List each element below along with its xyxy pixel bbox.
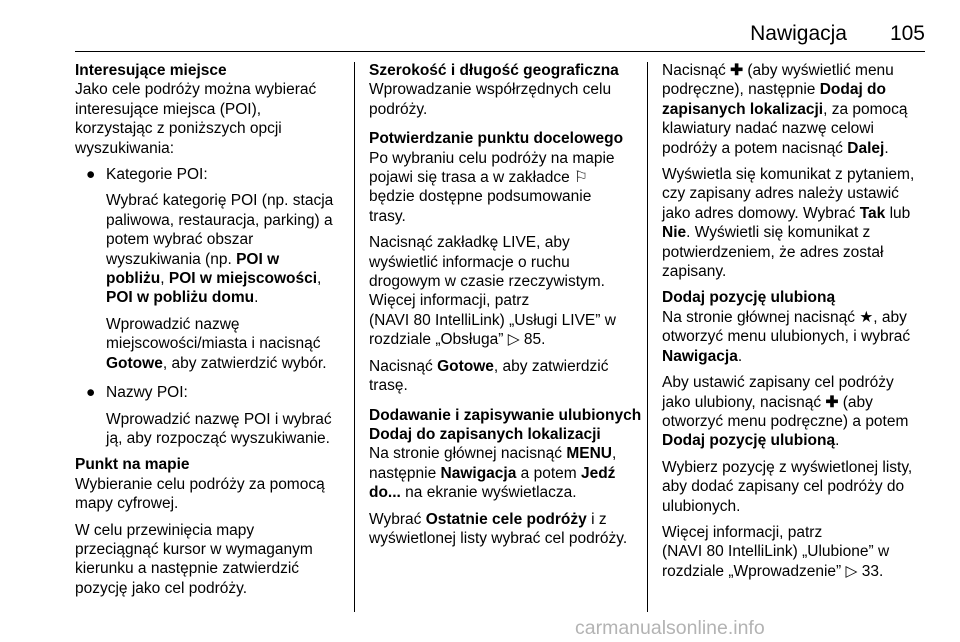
text-line: mapy cyfrowej. <box>75 495 179 513</box>
column-divider <box>354 62 355 612</box>
text-line: jako adres domowy. Wybrać Tak lub <box>662 204 911 222</box>
text-line: kierunku a następnie zatwierdzić <box>75 560 300 578</box>
text-line: czy zapisany adres należy ustawić <box>662 185 899 203</box>
text-line: Wprowadzić nazwę <box>106 315 240 333</box>
text-line: ulubionych. <box>662 497 741 515</box>
header-rule <box>75 51 925 52</box>
text-line: Na stronie głównej nacisnąć MENU, <box>369 445 617 463</box>
page-ref-arrow-icon: ▷ <box>507 331 520 349</box>
text-line: (NAVI 80 IntelliLink) „Usługi LIVE” w <box>369 311 616 329</box>
section-heading: Szerokość i długość geograficzna <box>369 62 619 79</box>
text-line: Jako cele podróży można wybierać <box>75 81 317 99</box>
text-line: drogowym w czasie rzeczywistym. <box>369 273 605 291</box>
text-line: Wyświetla się komunikat z pytaniem, <box>662 166 915 184</box>
text-line: do... na ekranie wyświetlacza. <box>369 484 577 502</box>
text-line: aby dodać zapisany cel podróży do <box>662 478 905 496</box>
text-line: pozycję jako cel podróży. <box>75 579 248 597</box>
text-line: jako ulubiony, nacisnąć ✚ (aby <box>662 393 873 411</box>
text-line: Wybieranie celu podróży za pomocą <box>75 475 325 493</box>
star-icon: ★ <box>859 308 874 326</box>
section-heading: Punkt na mapie <box>75 456 190 474</box>
page-header <box>75 22 925 46</box>
text-line: paliwowa, restauracja, parking) a <box>106 211 333 229</box>
text-line: pobliżu, POI w miejscowości, <box>106 270 322 288</box>
text-line: Wybrać Ostatnie cele podróży i z <box>369 510 607 528</box>
text-line: Gotowe, aby zatwierdzić wybór. <box>106 354 327 372</box>
text-line: interesujące miejsca (POI), <box>75 100 262 118</box>
column-divider <box>647 62 648 612</box>
bullet-icon: ● <box>86 166 96 184</box>
watermark: carmanualsonline.info <box>575 617 765 639</box>
column-2 <box>369 61 642 548</box>
plus-icon: ✚ <box>825 393 839 411</box>
bullet-item: ● Kategorie POI: <box>86 166 208 184</box>
bullet-item: ● Nazwy POI: <box>86 384 188 402</box>
text-line: rozdziale „Wprowadzenie” ▷ 33. <box>662 562 884 580</box>
text-line: korzystając z poniższych opcji <box>75 120 282 138</box>
text-line: trasę. <box>369 377 408 395</box>
text-line: zapisanych lokalizacji, za pomocą <box>662 100 908 118</box>
text-line: (NAVI 80 IntelliLink) „Ulubione” w <box>662 543 890 561</box>
text-line: potem wybrać obszar <box>106 231 254 249</box>
text-line: Nacisnąć zakładkę LIVE, aby <box>369 234 570 252</box>
page-number: 105 <box>889 22 925 45</box>
flag-icon: ⚐ <box>574 169 588 187</box>
text-line: podróży. <box>369 100 428 118</box>
text-line: będzie dostępne podsumowanie <box>369 188 592 206</box>
text-line: potwierdzeniem, że adres został <box>662 243 884 261</box>
text-line: Nacisnąć ✚ (aby wyświetlić menu <box>662 62 894 79</box>
text-line: zapisany. <box>662 263 727 281</box>
section-heading: Interesujące miejsce <box>75 62 227 79</box>
text-line: Wprowadzić nazwę POI i wybrać <box>106 410 332 428</box>
page-title: Nawigacja <box>750 22 847 45</box>
text-line: wyświetlić informacje o ruchu <box>369 253 570 271</box>
text-line: klawiatury nadać nazwę celowi <box>662 120 874 138</box>
text-line: trasy. <box>369 207 406 225</box>
text-line: Wybrać kategorię POI (np. stacja <box>106 192 334 210</box>
plus-icon: ✚ <box>730 62 744 79</box>
text-line: POI w pobliżu domu. <box>106 289 259 307</box>
text-line: wyświetlonej listy wybrać cel podróży. <box>369 529 628 547</box>
text-line: ją, aby rozpocząć wyszukiwanie. <box>106 429 330 447</box>
text-line: Po wybraniu celu podróży na mapie <box>369 149 615 167</box>
bullet-icon: ● <box>86 384 96 402</box>
text-line: wyszukiwania (np. POI w <box>106 250 280 268</box>
section-heading: Dodawanie i zapisywanie ulubionych <box>369 406 642 424</box>
section-heading: Potwierdzanie punktu docelowego <box>369 130 624 148</box>
text-line: miejscowości/miasta i nacisnąć <box>106 335 321 353</box>
text-line: Aby ustawić zapisany cel podróży <box>662 374 894 392</box>
text-line: Wprowadzanie współrzędnych celu <box>369 81 612 99</box>
text-line: pojawi się trasa a w zakładce ⚐ <box>369 169 588 187</box>
page-ref-arrow-icon: ▷ <box>845 562 858 580</box>
text-line: podręczne), następnie Dodaj do <box>662 81 886 99</box>
text-line: Wybierz pozycję z wyświetlonej listy, <box>662 458 913 476</box>
text-line: podróży a potem nacisnąć Dalej. <box>662 139 889 157</box>
text-line: przeciągnąć kursor w wymaganym <box>75 540 313 558</box>
text-line: Więcej informacji, patrz <box>369 292 530 310</box>
column-3 <box>662 61 930 581</box>
subsection-heading: Dodaj do zapisanych lokalizacji <box>369 425 601 443</box>
text-line: Nacisnąć Gotowe, aby zatwierdzić <box>369 357 609 375</box>
text-line: W celu przewinięcia mapy <box>75 521 255 539</box>
text-line: następnie Nawigacja a potem Jedź <box>369 464 616 482</box>
text-line: Na stronie głównej nacisnąć ★, aby <box>662 308 907 326</box>
text-line: rozdziale „Obsługa” ▷ 85. <box>369 331 546 349</box>
text-line: Nie. Wyświetli się komunikat z <box>662 224 871 242</box>
text-line: otworzyć menu ulubionych, i wybrać <box>662 328 911 346</box>
text-line: otworzyć menu podręczne) a potem <box>662 412 909 430</box>
text-line: Dodaj pozycję ulubioną. <box>662 432 840 450</box>
text-line: Więcej informacji, patrz <box>662 523 823 541</box>
text-line: Nawigacja. <box>662 347 743 365</box>
section-heading: Dodaj pozycję ulubioną <box>662 289 836 307</box>
column-1 <box>75 61 347 598</box>
text-line: wyszukiwania: <box>75 139 175 157</box>
